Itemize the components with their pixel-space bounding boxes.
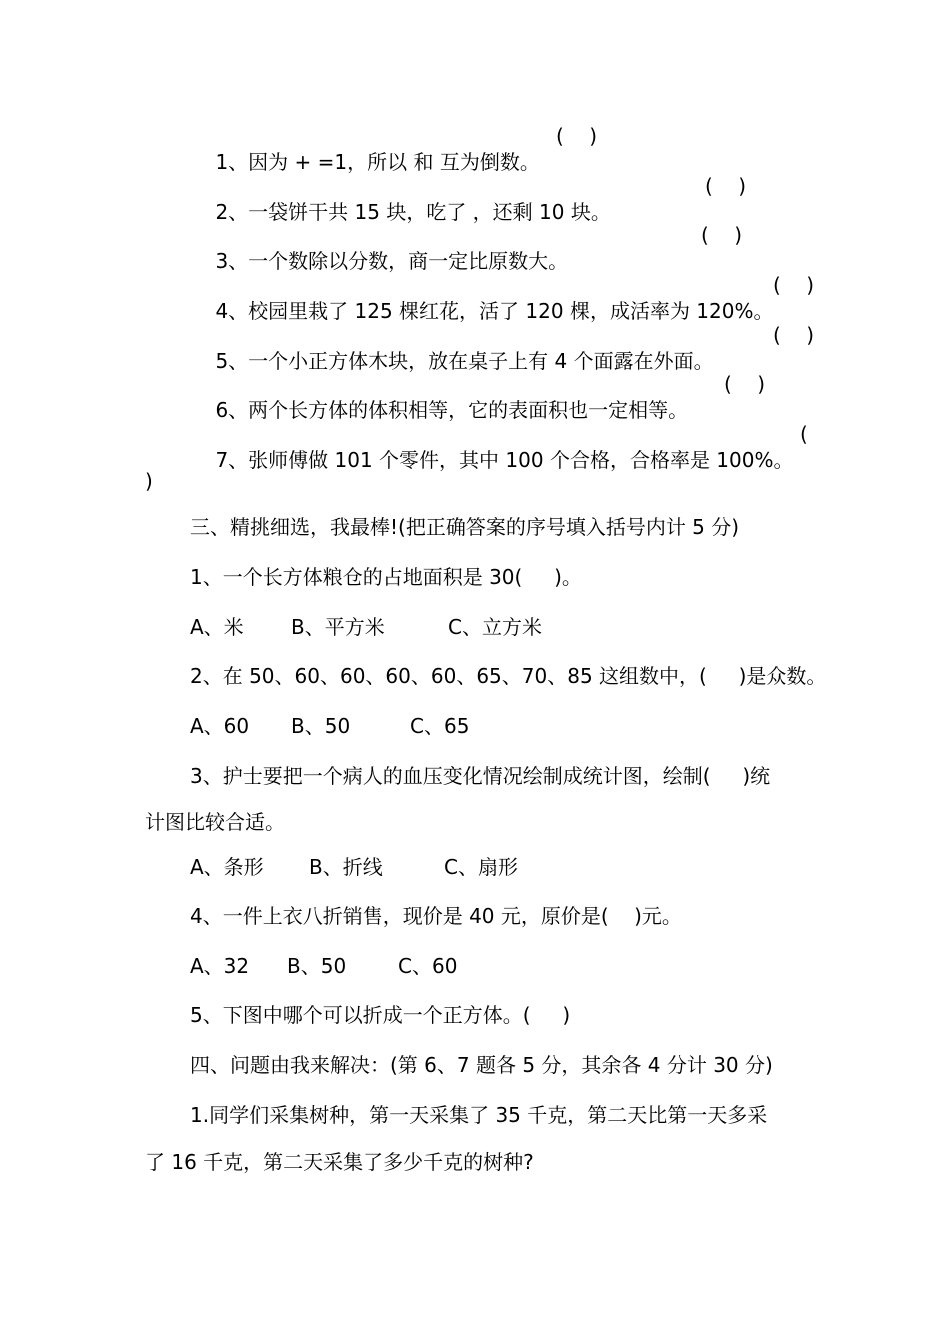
judgement-item-7 <box>190 421 793 499</box>
judgement-item-7-blank-close: ) <box>145 469 153 493</box>
section3-q2-option-b[interactable]: B、50 <box>291 714 351 738</box>
section3-q4-option-c[interactable]: C、60 <box>398 954 458 978</box>
section3-q5: 5、下图中哪个可以折成一个正方体。( ) <box>190 1003 571 1027</box>
judgement-item-7-blank-open[interactable]: ( <box>800 422 808 446</box>
section3-q4: 4、一件上衣八折销售，现价是 40 元，原价是( )元。 <box>190 904 682 928</box>
section3-q3-line2: 计图比较合适。 <box>145 810 285 834</box>
judgement-item-6-blank[interactable]: ( ) <box>724 372 766 396</box>
section3-q3-line1: 3、护士要把一个病人的血压变化情况绘制成统计图，绘制( )统 <box>190 764 771 788</box>
judgement-item-4-text: 4、校园里栽了 125 棵红花，活了 120 棵，成活率为 120%。 <box>215 299 774 323</box>
section3-q1-option-b[interactable]: B、平方米 <box>291 615 385 639</box>
section3-q4-option-b[interactable]: B、50 <box>287 954 347 978</box>
judgement-item-2-text: 2、一袋饼干共 15 块，吃了 ，还剩 10 块。 <box>215 200 611 224</box>
section3-q2-option-a[interactable]: A、60 <box>190 714 250 738</box>
section3-heading: 三、精挑细选，我最棒!(把正确答案的序号填入括号内计 5 分) <box>190 515 740 539</box>
section4-heading: 四、问题由我来解决：(第 6、7 题各 5 分，其余各 4 分计 30 分) <box>190 1053 773 1077</box>
judgement-item-1-text: 1、因为 + =1，所以 和 互为倒数。 <box>215 150 540 174</box>
judgement-item-5-blank[interactable]: ( ) <box>773 323 815 347</box>
judgement-item-6-text: 6、两个长方体的体积相等，它的表面积也一定相等。 <box>215 398 689 422</box>
judgement-item-1-blank[interactable]: ( ) <box>556 124 598 148</box>
judgement-item-5-text: 5、一个小正方体木块，放在桌子上有 4 个面露在外面。 <box>215 349 714 373</box>
section3-q3-option-c[interactable]: C、扇形 <box>444 855 518 879</box>
judgement-item-7-text: 7、张师傅做 101 个零件，其中 100 个合格，合格率是 100%。 <box>215 448 794 472</box>
judgement-item-3-blank[interactable]: ( ) <box>701 223 743 247</box>
section3-q2-option-c[interactable]: C、65 <box>410 714 470 738</box>
judgement-item-3-text: 3、一个数除以分数，商一定比原数大。 <box>215 249 569 273</box>
judgement-item-4-blank[interactable]: ( ) <box>773 273 815 297</box>
section3-q4-option-a[interactable]: A、32 <box>190 954 250 978</box>
section4-problem-1-line1: 1.同学们采集树种，第一天采集了 35 千克，第二天比第一天多采 <box>190 1103 768 1127</box>
section3-q1-option-c[interactable]: C、立方米 <box>448 615 542 639</box>
section3-q1-option-a[interactable]: A、米 <box>190 615 244 639</box>
section3-q3-option-b[interactable]: B、折线 <box>309 855 383 879</box>
section3-q3-option-a[interactable]: A、条形 <box>190 855 264 879</box>
section3-q2: 2、在 50、60、60、60、60、65、70、85 这组数中，( )是众数。 <box>190 664 827 688</box>
section3-q1: 1、一个长方体粮仓的占地面积是 30( )。 <box>190 565 582 589</box>
section4-problem-1-line2: 了 16 千克，第二天采集了多少千克的树种? <box>145 1150 534 1174</box>
judgement-item-2-blank[interactable]: ( ) <box>705 174 747 198</box>
